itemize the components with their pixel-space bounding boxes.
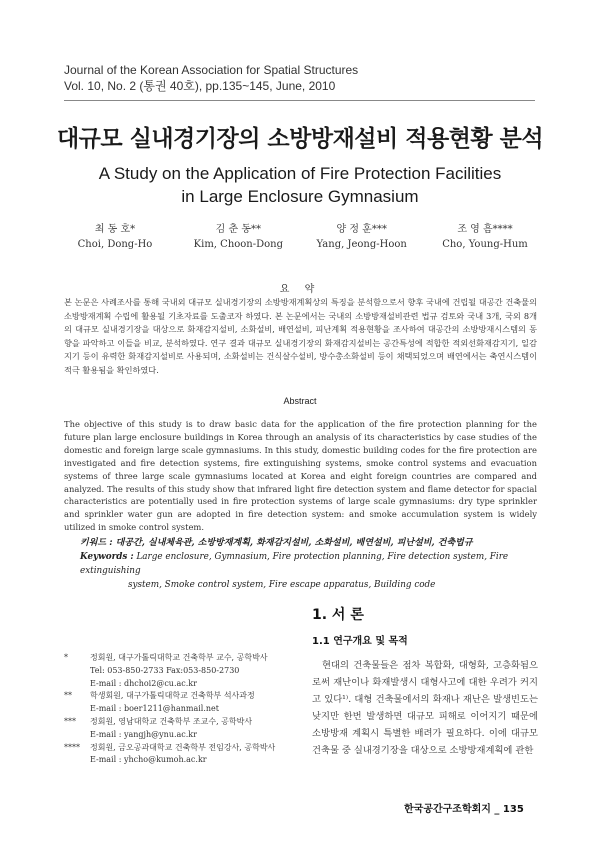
title-english [0, 162, 600, 208]
footnote-line: Tel: 053-850-2733 Fax:053-850-2730 [90, 665, 240, 675]
footnote-line: E-mail : yhcho@kumoh.ac.kr [90, 755, 207, 765]
english-abstract-text: The objective of this study is to draw basic data for the application of the fire protection planning for the future plan large enclosure buildings in Korea through an analysis of its characteristics by case studies of the domestic and foreign large scale gymnasiums. In this study, domestic building codes for the fire protection are investigated and fire detection systems, fire extinguishing systems, smoke control systems and evacuation systems of three large scale gymnasiums located at Korea and eight foreign countries are compared and analyzed. The results of this study show that infrared light fire detection system and flame detector for spacial characteristics are potentially used in fire protection systems of large scale gymnasiums: dry type sprinkler and sprinkler water gun are adopted in fire detection system: and smoke accumulation system is widely utilized in smoke control system. [64, 419, 537, 533]
title-english-line-1: A Study on the Application of Fire Protection Facilities [98, 164, 502, 183]
title-english-line-2: in Large Enclosure Gymnasium [181, 187, 419, 206]
footnote-line: E-mail : boer1211@hanmail.net [90, 704, 219, 714]
title-korean: 대규모 실내경기장의 소방방재설비 적용현황 분석 [56, 126, 544, 152]
footnote-line: 학생회원, 대구가톨릭대학교 건축학부 석사과정 [90, 691, 255, 701]
author-name-ko: 조 영 흠**** [457, 224, 513, 235]
footnote-1 [64, 652, 289, 690]
body-paragraph: 현대의 건축물들은 점차 복합화, 대형화, 고층화됨으로써 재난이나 화재발생시 대형사고에 대한 우려가 커지고 있다¹⁾. 대형 건축물에서의 화재나 재난은 발생빈도는 낮지만 한번 발생하면 대규모 피해로 이어지기 때문에 소방방재 계획시 특별한 배려가 필요하다. 이에 대규모 건축물 중 실내경기장을 대상으로 소방방재계획에 관한 [312, 660, 538, 756]
author-name-en: Cho, Young-Hum [442, 239, 528, 250]
footnote-4 [64, 742, 289, 768]
journal-header [64, 62, 544, 94]
footnote-mark: ** [64, 691, 72, 701]
author-name-ko: 최 동 호* [94, 224, 136, 235]
footnote-line: 정회원, 금오공과대학교 건축학부 전임강사, 공학박사 [90, 742, 276, 752]
korean-abstract-text: 본 논문은 사례조사를 통해 국내외 대규모 실내경기장의 소방방재계획상의 특징을 분석함으로서 향후 국내에 건립될 대공간 건축물의 소방방재계획 수립에 활용될 기초자료를 도출코자 하였다. 본 논문에서는 국내의 소방방재설비관련 법규 검토와 국내 3개, 국외 8개의 대규모 실내경기장을 대상으로 화재감지설비, 소화설비, 배연설비, 피난계획 적용현황을 조사하여 대공간의 소방방재시스템의 동향을 파악하고 이들을 비교, 분석하였다. 연구 결과 대규모 실내경기장의 화재감지설비는 공간특성에 적합한 적외선화재감지기, 일감지기 등이 유력한 화재감지설비로 사용되며, 소화설비는 건식살수설비, 방수총소화설비 등이 채택되었으며 배연에서는 축연시스템이 적극 활용됨을 확인하였다. [64, 297, 537, 375]
author-name-en: Choi, Dong-Ho [77, 239, 153, 250]
korean-abstract-heading: 요 약 [279, 284, 321, 295]
author-1 [60, 222, 170, 252]
author-name-ko: 김 춘 동** [215, 224, 261, 235]
keywords-english [80, 550, 540, 592]
section-heading-introduction: 1. 서 론 [312, 607, 364, 623]
author-name-ko: 양 정 훈*** [336, 224, 387, 235]
author-list [60, 222, 540, 252]
footnote-line: 정회원, 대구가톨릭대학교 건축학부 교수, 공학박사 [90, 653, 268, 662]
keywords-korean: 키워드 : 대공간, 실내체육관, 소방방재계획, 화재감지설비, 소화설비, 배연설비, 피난설비, 건축법규 [80, 538, 473, 548]
footnote-mark: * [64, 653, 68, 662]
page-footer: 한국공간구조학회지 _ 135 [404, 804, 524, 815]
footnote-3 [64, 716, 289, 742]
keywords-label: Keywords : [80, 552, 134, 562]
subsection-heading: 1.1 연구개요 및 목적 [312, 636, 408, 647]
author-3 [307, 222, 417, 252]
header-divider [64, 100, 535, 101]
journal-name: Journal of the Korean Association for Spatial Structures [64, 63, 359, 77]
journal-volume: Vol. 10, No. 2 (통권 40호), pp.135~145, June, 2010 [64, 79, 336, 93]
footnote-mark: **** [64, 742, 80, 752]
author-4 [430, 222, 540, 252]
footnote-mark: *** [64, 716, 76, 726]
footnote-2 [64, 690, 289, 716]
author-name-en: Kim, Choon-Dong [193, 239, 283, 250]
abstract-heading: Abstract [283, 396, 317, 406]
keywords-english-line-2: system, Smoke control system, Fire escape apparatus, Building code [128, 580, 436, 590]
footnote-line: E-mail : yangjh@ynu.ac.kr [90, 729, 197, 739]
author-2 [183, 222, 293, 252]
footnote-line: E-mail : dhchoi2@cu.ac.kr [90, 678, 197, 688]
author-footnotes [64, 652, 289, 767]
author-name-en: Yang, Jeong-Hoon [316, 239, 407, 250]
keywords-english-line-1: Large enclosure, Gymnasium, Fire protection planning, Fire detection system, Fire extinguishing [80, 552, 509, 576]
footnote-line: 정회원, 영남대학교 건축학부 조교수, 공학박사 [90, 716, 253, 726]
